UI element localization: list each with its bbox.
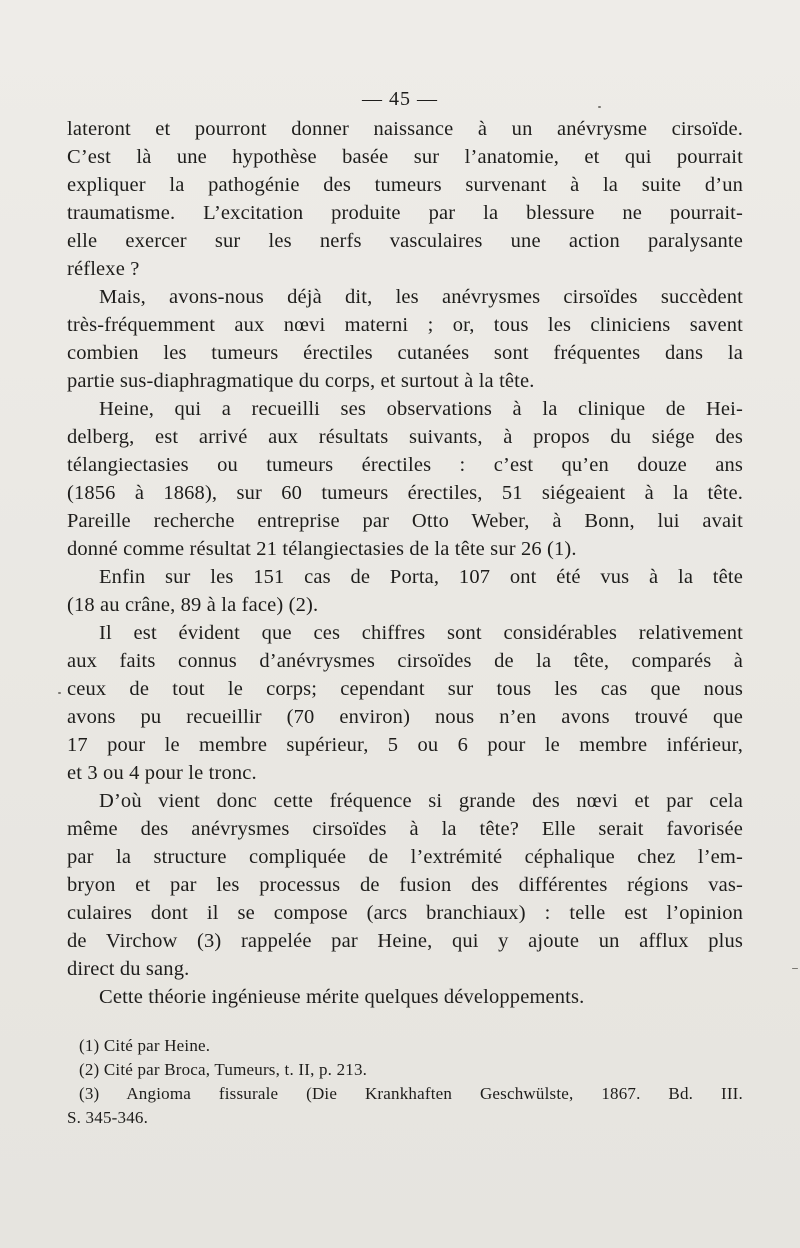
text-line: elle exercer sur les nerfs vasculaires une action paralysante — [67, 230, 743, 252]
text-line: très-fréquemment aux nœvi materni ; or, tous les cliniciens savent — [67, 314, 743, 336]
text-line: C’est là une hypothèse basée sur l’anatomie, et qui pourrait — [67, 146, 743, 168]
footnote: (1) Cité par Heine. — [79, 1036, 211, 1055]
paper-speck — [792, 968, 798, 969]
footnote: (2) Cité par Broca, Tumeurs, t. II, p. 213. — [79, 1060, 368, 1079]
text-line: direct du sang. — [67, 958, 190, 980]
text-line: télangiectasies ou tumeurs érectiles : c’est qu’en douze ans — [67, 454, 743, 476]
text-line: aux faits connus d’anévrysmes cirsoïdes de la tête, comparés à — [67, 650, 743, 672]
text-line: partie sus-diaphragmatique du corps, et surtout à la tête. — [67, 370, 535, 392]
text-line: ceux de tout le corps; cependant sur tous les cas que nous — [67, 678, 743, 700]
footnotes — [67, 1034, 743, 1130]
text-line: par la structure compliquée de l’extrémité céphalique chez l’em- — [67, 846, 743, 868]
text-line: de Virchow (3) rappelée par Heine, qui y ajoute un afflux plus — [67, 930, 743, 952]
text-line: Heine, qui a recueilli ses observations à la clinique de Hei- — [99, 398, 743, 420]
body-text — [67, 115, 743, 1011]
text-line: combien les tumeurs érectiles cutanées sont fréquentes dans la — [67, 342, 743, 364]
footnote-continuation: S. 345-346. — [67, 1108, 149, 1127]
text-line: Il est évident que ces chiffres sont considérables relativement — [99, 622, 743, 644]
text-line: traumatisme. L’excitation produite par la blessure ne pourrait- — [67, 202, 743, 224]
text-line: donné comme résultat 21 télangiectasies de la tête sur 26 (1). — [67, 538, 577, 560]
paper-speck — [598, 106, 601, 108]
text-line: avons pu recueillir (70 environ) nous n’en avons trouvé que — [67, 706, 743, 728]
text-line: Cette théorie ingénieuse mérite quelques développements. — [99, 986, 585, 1008]
text-line: culaires dont il se compose (arcs branchiaux) : telle est l’opinion — [67, 902, 743, 924]
text-line: 17 pour le membre supérieur, 5 ou 6 pour le membre inférieur, — [67, 734, 743, 756]
text-line: bryon et par les processus de fusion des différentes régions vas- — [67, 874, 743, 896]
text-line: delberg, est arrivé aux résultats suivants, à propos du siége des — [67, 426, 743, 448]
text-line: expliquer la pathogénie des tumeurs survenant à la suite d’un — [67, 174, 743, 196]
page-number: — 45 — — [362, 88, 438, 110]
text-line: lateront et pourront donner naissance à un anévrysme cirsoïde. — [67, 118, 743, 140]
text-line: et 3 ou 4 pour le tronc. — [67, 762, 257, 784]
footnote: (3) Angioma fissurale (Die Krankhaften Geschwülste, 1867. Bd. III. — [79, 1084, 743, 1103]
text-line: Enfin sur les 151 cas de Porta, 107 ont été vus à la tête — [99, 566, 743, 588]
text-line: Pareille recherche entreprise par Otto Weber, à Bonn, lui avait — [67, 510, 743, 532]
text-line: (18 au crâne, 89 à la face) (2). — [67, 594, 319, 616]
paper-speck — [58, 692, 61, 694]
text-line: Mais, avons-nous déjà dit, les anévrysmes cirsoïdes succèdent — [99, 286, 743, 308]
text-line: (1856 à 1868), sur 60 tumeurs érectiles, 51 siégeaient à la tête. — [67, 482, 743, 504]
text-line: D’où vient donc cette fréquence si grande des nœvi et par cela — [99, 790, 743, 812]
text-line: même des anévrysmes cirsoïdes à la tête? Elle serait favorisée — [67, 818, 743, 840]
text-line: réflexe ? — [67, 258, 140, 280]
